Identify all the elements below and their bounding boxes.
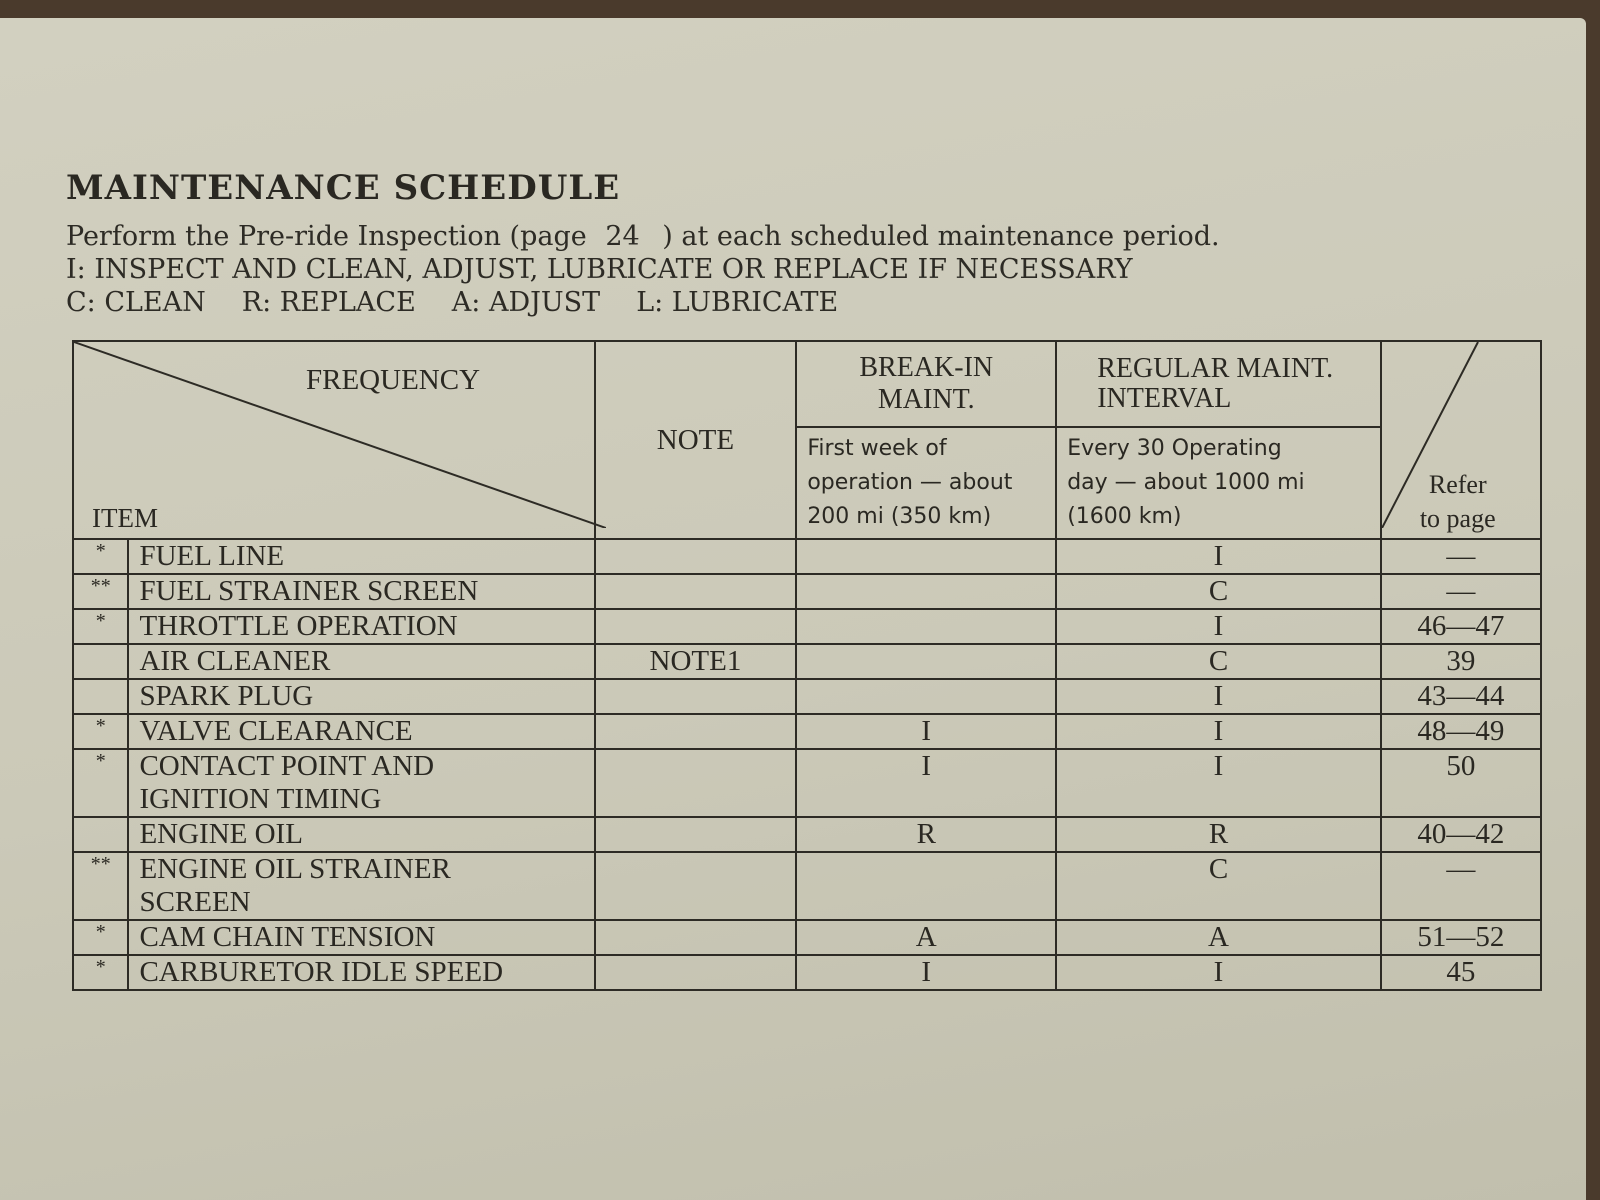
row-mark: *: [73, 920, 128, 955]
row-mark: *: [73, 749, 128, 817]
row-note: [595, 679, 797, 714]
row-break-in: [796, 644, 1056, 679]
break-in-header-line1: BREAK-IN: [859, 352, 994, 383]
row-regular: C: [1056, 644, 1381, 679]
row-item: [128, 679, 594, 714]
table-row: [73, 539, 1541, 574]
table-row: [73, 955, 1541, 990]
row-note: [595, 574, 797, 609]
break-in-sub-line2: operation — about: [807, 470, 1013, 495]
row-break-in: I: [796, 714, 1056, 749]
intro-text-before: Perform the Pre-ride Inspection (page: [66, 221, 587, 252]
legend-inspect: I: INSPECT AND CLEAN, ADJUST, LUBRICATE OR REPLACE IF NECESSARY: [66, 254, 1133, 285]
break-in-header: [796, 341, 1056, 427]
row-mark: [73, 679, 128, 714]
row-break-in: [796, 679, 1056, 714]
table-row: [73, 644, 1541, 679]
row-break-in: [796, 609, 1056, 644]
document-body: [66, 168, 1556, 988]
row-mark: *: [73, 609, 128, 644]
row-page: 50: [1381, 749, 1541, 817]
row-item-line: IGNITION TIMING: [139, 783, 382, 815]
row-page: —: [1381, 574, 1541, 609]
row-mark: *: [73, 955, 128, 990]
break-in-sub-line1: First week of: [807, 436, 947, 461]
row-break-in: I: [796, 749, 1056, 817]
row-item-line: ENGINE OIL STRAINER: [139, 853, 451, 885]
row-break-in: [796, 539, 1056, 574]
row-mark: **: [73, 574, 128, 609]
row-regular: A: [1056, 920, 1381, 955]
row-note: [595, 817, 797, 852]
row-item: [128, 817, 594, 852]
page-title: MAINTENANCE SCHEDULE: [66, 168, 621, 208]
break-in-sub-line3: 200 mi (350 km): [807, 504, 992, 529]
row-page: 40—42: [1381, 817, 1541, 852]
row-regular: I: [1056, 714, 1381, 749]
row-regular: I: [1056, 955, 1381, 990]
table-row: [73, 749, 1541, 817]
legend-clean: C: CLEAN: [66, 287, 206, 318]
row-regular: R: [1056, 817, 1381, 852]
break-in-sub-header: [796, 427, 1056, 539]
row-item: [128, 920, 594, 955]
row-regular: I: [1056, 749, 1381, 817]
legend-codes: [66, 286, 1556, 319]
row-note: [595, 955, 797, 990]
manual-page: [0, 18, 1586, 1200]
regular-sub-line3: (1600 km): [1067, 504, 1182, 529]
row-item-line: FUEL LINE: [139, 540, 285, 572]
refer-text: [1420, 468, 1496, 536]
row-item-line: CAM CHAIN TENSION: [139, 921, 436, 953]
table-row: [73, 852, 1541, 920]
row-break-in: A: [796, 920, 1056, 955]
row-regular: C: [1056, 852, 1381, 920]
row-item: [128, 539, 594, 574]
row-note: [595, 539, 797, 574]
row-note: [595, 749, 797, 817]
row-regular: C: [1056, 574, 1381, 609]
row-break-in: I: [796, 955, 1056, 990]
regular-sub-line1: Every 30 Operating: [1067, 436, 1282, 461]
row-item: [128, 644, 594, 679]
table-row: [73, 817, 1541, 852]
row-item: [128, 852, 594, 920]
row-page: 43—44: [1381, 679, 1541, 714]
row-item-line: ENGINE OIL: [139, 818, 303, 850]
row-item-line: AIR CLEANER: [139, 645, 331, 677]
row-regular: I: [1056, 679, 1381, 714]
table-row: [73, 714, 1541, 749]
row-note: [595, 714, 797, 749]
row-note: NOTE1: [595, 644, 797, 679]
schedule-rows: [73, 539, 1541, 990]
regular-header: [1056, 341, 1381, 427]
regular-header-line2: INTERVAL: [1097, 383, 1232, 414]
row-item-line: SPARK PLUG: [139, 680, 314, 712]
intro-line: [66, 220, 1556, 253]
row-item: [128, 714, 594, 749]
row-mark: **: [73, 852, 128, 920]
maintenance-table: [72, 340, 1542, 991]
regular-header-line1: REGULAR MAINT.: [1097, 353, 1334, 384]
intro-text-after: ) at each scheduled maintenance period.: [662, 221, 1220, 252]
refer-line1: Refer: [1428, 470, 1487, 499]
note-header: NOTE: [595, 341, 797, 539]
row-mark: *: [73, 714, 128, 749]
row-note: [595, 852, 797, 920]
table-row: [73, 574, 1541, 609]
frequency-item-header: [73, 341, 595, 539]
row-page: 46—47: [1381, 609, 1541, 644]
row-mark: [73, 644, 128, 679]
row-item: [128, 574, 594, 609]
table-row: [73, 679, 1541, 714]
row-page: —: [1381, 852, 1541, 920]
row-item-line: CONTACT POINT AND: [139, 750, 435, 782]
row-page: 48—49: [1381, 714, 1541, 749]
row-item: [128, 609, 594, 644]
row-break-in: [796, 574, 1056, 609]
row-item-line: CARBURETOR IDLE SPEED: [139, 956, 504, 988]
row-note: [595, 609, 797, 644]
table-row: [73, 609, 1541, 644]
regular-sub-header: [1056, 427, 1381, 539]
legend-replace: R: REPLACE: [241, 287, 416, 318]
row-break-in: R: [796, 817, 1056, 852]
legend-lubricate: L: LUBRICATE: [636, 287, 839, 318]
row-page: 45: [1381, 955, 1541, 990]
item-label: ITEM: [92, 503, 158, 533]
row-regular: I: [1056, 609, 1381, 644]
legend-adjust: A: ADJUST: [451, 287, 601, 318]
row-item-line: SCREEN: [139, 886, 251, 918]
regular-sub-line2: day — about 1000 mi: [1067, 470, 1305, 495]
row-item: [128, 749, 594, 817]
row-mark: *: [73, 539, 128, 574]
row-page: 39: [1381, 644, 1541, 679]
table-row: [73, 920, 1541, 955]
break-in-header-line2: MAINT.: [877, 384, 975, 415]
row-item-line: FUEL STRAINER SCREEN: [139, 575, 479, 607]
row-break-in: [796, 852, 1056, 920]
row-item-line: VALVE CLEARANCE: [139, 715, 413, 747]
row-item-line: THROTTLE OPERATION: [139, 610, 458, 642]
row-page: 51—52: [1381, 920, 1541, 955]
row-regular: I: [1056, 539, 1381, 574]
row-item: [128, 955, 594, 990]
row-page: —: [1381, 539, 1541, 574]
row-mark: [73, 817, 128, 852]
row-note: [595, 920, 797, 955]
frequency-label: FREQUENCY: [306, 364, 481, 396]
intro-page-number: 24: [605, 221, 640, 252]
refer-header: [1381, 341, 1541, 539]
refer-line2: to page: [1419, 504, 1496, 533]
